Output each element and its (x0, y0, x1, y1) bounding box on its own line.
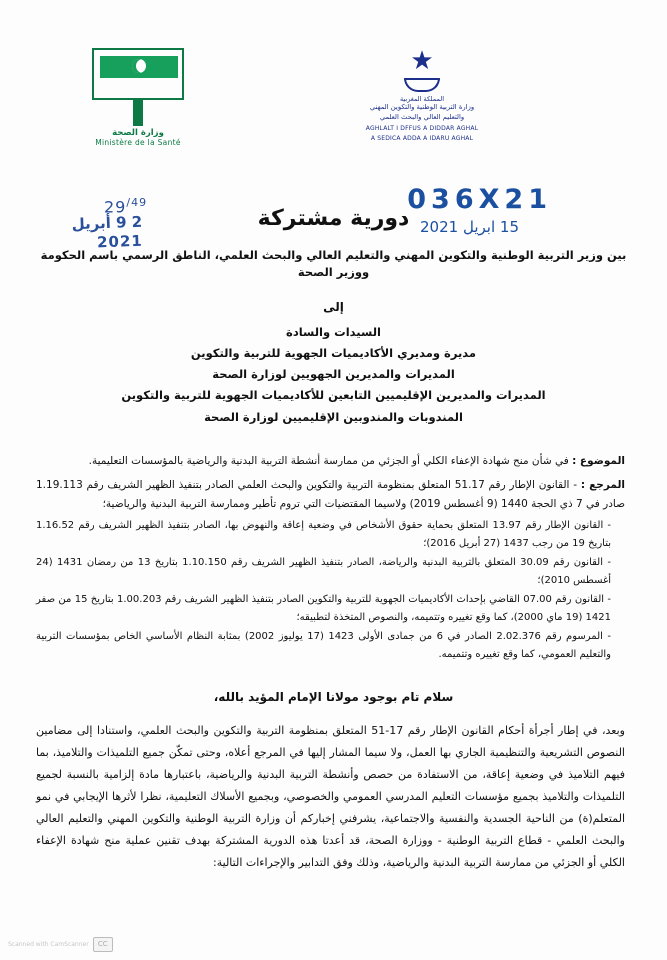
health-ministry-emblem-stem (133, 100, 143, 126)
subject-text: في شأن منح شهادة الإعفاء الكلي أو الجزئي من ممارسة أنشطة التربية البدنية والرياضية بالمؤسسات التعليمية. (88, 454, 569, 467)
registry-date-line-2: 2021 (96, 231, 144, 252)
education-ministry-logo (317, 42, 527, 143)
reference-number-stamp: 036X21 (407, 184, 552, 215)
page-title: دورية مشتركة (257, 206, 410, 231)
ministry-line-2: والتعليم العالي والبحث العلمي (379, 112, 465, 121)
reference-item: - القانون رقم 30.09 المتعلق بالتربية البدنية والرياضة، الصادر بتنفيذ الظهير الشريف رقم 1.10.150 بتاريخ 13 من رمضان 1431 (24 أغسطس 2010)؛ (36, 556, 611, 586)
document-header (0, 0, 667, 160)
pentagram-icon: ★ (410, 46, 434, 76)
health-ministry-logo (78, 48, 198, 147)
addressee-label: إلى (323, 299, 344, 314)
recipient-item: السيدات والسادة (286, 324, 381, 339)
recipient-item: المديرات والمديرين الجهويين لوزارة الصحة (212, 367, 455, 382)
reference-intro-text: - القانون الإطار رقم 51.17 المتعلق بمنظومة التربية والتكوين والبحث العلمي الصادر بتنفيذ الظهير الشريف رقم 1.19.113 صادر في 7 ذي الحجة 1440 (9 أغسطس 2019) ولاسيما المقتضيات التي تروم تأطير وممارسة التربية البدنية والرياضية؛ (36, 479, 625, 510)
registry-number-suffix: /49 (126, 196, 148, 209)
health-ministry-arabic-label: وزارة الصحة (112, 128, 164, 138)
recipient-item: المديرات والمديرين الإقليميين التابعين للأكاديميات الجهوية للتربية والتكوين (121, 388, 546, 403)
reference-date-stamp: 15 ابريل 2021 (420, 218, 519, 236)
ministry-line-1: وزارة التربية الوطنية والتكوين المهني (369, 103, 475, 111)
kingdom-label: المملكة المغربية (399, 95, 445, 103)
recipient-item: المندوبات والمندوبين الإقليميين لوزارة الصحة (204, 409, 463, 424)
registry-number-value: 29 (104, 197, 127, 217)
registry-date-line-1: 2 9 أبريل (71, 212, 143, 234)
crest-base-shape (404, 78, 440, 92)
recipients-list (0, 322, 667, 428)
reference-item: - المرسوم رقم 2.02.376 الصادر في 6 من جمادى الأولى 1423 (17 يوليوز 2002) بمثابة النظام الأساسي الخاص بمؤسسات التربية والتعليم العمومي، كما وقع تغييره وتتميمه. (36, 630, 611, 660)
document-body (36, 452, 625, 664)
reference-item: - القانون الإطار رقم 13.97 المتعلق بحماية حقوق الأشخاص في وضعية إعاقة والنهوض بها، الصادر بتنفيذ الظهير الشريف رقم 1.16.52 بتاريخ 19 من رجب 1437 (27 أبريل 2016)؛ (36, 519, 611, 549)
morocco-coat-of-arms-icon (400, 42, 444, 92)
recipient-item: مديرة ومديري الأكاديميات الجهوية للتربية والتكوين (190, 345, 477, 360)
reference-items-list (36, 517, 625, 664)
document-subtitle: بين وزير التربية الوطنية والتكوين المهني والتعليم العالي والبحث العلمي، الناطق الرسمي باسم الحكومة ووزير الصحة (40, 248, 627, 280)
subject-label: الموضوع : (572, 454, 625, 467)
registry-date-stamp (71, 213, 143, 252)
reference-label: المرجع : (580, 479, 625, 492)
ministry-amazigh-line-2: A SEDICA ADDA A IDARU AGHAL (370, 135, 474, 143)
camscanner-note: Scanned with CamScanner (8, 941, 89, 948)
reference-block (36, 476, 625, 513)
ministry-amazigh-line-1: AGHLALT I DFFUS A DIDDAR AGHAL (365, 124, 479, 132)
camscanner-badge-icon: CC (93, 937, 113, 952)
scanner-watermark (8, 937, 113, 952)
salutation-text: سلام تام بوجود مولانا الإمام المؤيد بالله، (213, 689, 454, 704)
health-ministry-french-label: Ministère de la Santé (95, 138, 181, 147)
health-ministry-emblem-icon (92, 48, 184, 100)
main-paragraph: وبعد، في إطار أجرأة أحكام القانون الإطار رقم 17-51 المتعلق بمنظومة التربية والتكوين والبحث العلمي، واستنادا إلى مضامين النصوص التشريعية والتنظيمية الجاري بها العمل، ولا سيما المشار إليها في المرجع أعلاه، وحتى تمكّن جميع التلميذات والتلاميذ، بما فيهم التلاميذ في وضعية إعاقة، من الاستفادة من حصص وأنشطة التربية البدنية والرياضية، باعتبارها مادة إلزامية بالنسبة لجميع التلميذات والتلاميذ بجميع مؤسسات التعليم المدرسي العمومي والخصوصي، وبجميع الأسلاك التعليمية، نظرا لأثرها الإيجابي في نمو المتعلم(ة) من الناحية الجسدية والنفسية والاجتماعية، يشرفني إخباركم أن وزارة التربية الوطنية والتكوين المهني والتعليم العالي والبحث العلمي - قطاع التربية الوطنية - ووزارة الصحة، قد أعدتا هذه الدورية المشتركة بهدف تقنين عملية منح شهادة الإعفاء الكلي أو الجزئي من ممارسة التربية البدنية والرياضية، وذلك وفق التدابير والإجراءات التالية: (36, 723, 625, 869)
reference-item: - القانون رقم 07.00 القاضي بإحداث الأكاديميات الجهوية للتربية والتكوين الصادر بتنفيذ الظهير الشريف رقم 1.00.203 بتاريخ 15 من صفر 1421 (19 ماي 2000)، كما وقع تغييره وتتميمه، والنصوص المتخذة لتطبيقه؛ (36, 593, 611, 623)
subject-block (36, 452, 625, 470)
